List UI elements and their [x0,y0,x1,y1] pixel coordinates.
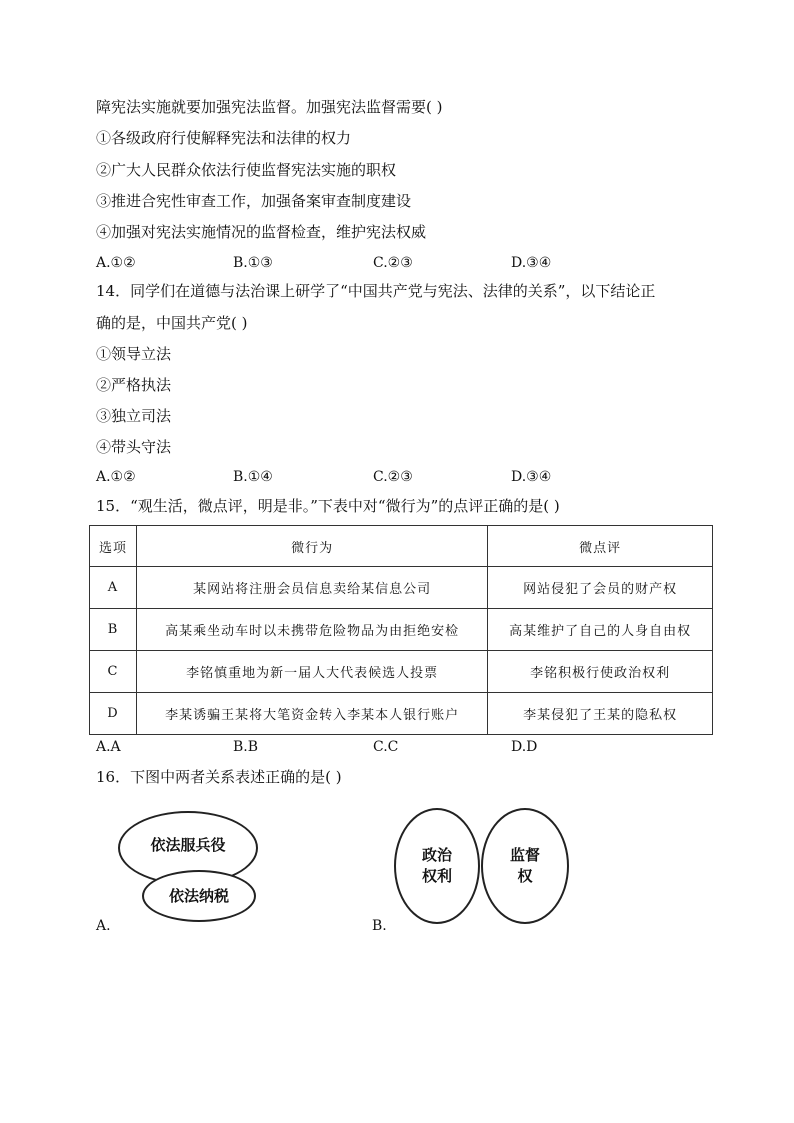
table-row [90,609,713,651]
table-cell: 某网站将注册会员信息卖给某信息公司 [136,567,487,609]
q14-statement-4: ④带头守法 [96,438,172,456]
q13-option-d[interactable]: D.③④ [511,255,552,271]
table-header-cell: 选项 [90,526,137,567]
q13-option-c[interactable]: C.②③ [373,255,413,271]
figure-b-left-ellipse [394,808,480,924]
table-cell: 李某侵犯了王某的隐私权 [488,693,713,735]
figure-b-right-label-2: 权 [517,867,533,885]
q15-stem: 15．“观生活，微点评，明是非。”下表中对“微行为”的点评正确的是( ) [96,497,560,515]
figure-a-inner-ellipse [142,870,256,922]
table-cell: 高某维护了自己的人身自由权 [488,609,713,651]
figure-b-left-label-2: 权利 [421,867,452,885]
table-row [90,693,713,735]
q13-statement-4: ④加强对宪法实施情况的监督检查，维护宪法权威 [96,223,427,241]
q14-stem-line-1: 14．同学们在道德与法治课上研学了“中国共产党与宪法、法律的关系”，以下结论正 [96,282,656,300]
figure-b-right-label-1: 监督 [509,846,540,864]
q13-statement-3: ③推进合宪性审查工作，加强备案审查制度建设 [96,192,412,210]
q14-statement-1: ①领导立法 [96,345,172,363]
table-cell: A [90,567,137,609]
table-cell: 李某诱骗王某将大笔资金转入李某本人银行账户 [136,693,487,735]
q15-option-a[interactable]: A.A [96,739,121,755]
q14-option-a[interactable]: A.①② [96,469,136,485]
q14-option-d[interactable]: D.③④ [511,469,552,485]
figure-a-option[interactable]: A. [96,918,111,934]
q15-option-c[interactable]: C.C [373,739,399,755]
q13-stem: 障宪法实施就要加强宪法监督。加强宪法监督需要( ) [96,98,443,116]
table-cell: B [90,609,137,651]
table-cell: 网站侵犯了会员的财产权 [488,567,713,609]
figure-a-inner-label: 依法纳税 [168,886,229,905]
table-row [90,567,713,609]
q15-table [89,525,713,735]
q15-option-b[interactable]: B.B [233,739,259,755]
table-header-cell: 微点评 [488,526,713,567]
table-cell: C [90,651,137,693]
q16-stem: 16．下图中两者关系表述正确的是( ) [96,768,342,786]
table-cell: 高某乘坐动车时以未携带危险物品为由拒绝安检 [136,609,487,651]
q13-statement-2: ②广大人民群众依法行使监督宪法实施的职权 [96,161,397,179]
q13-statement-1: ①各级政府行使解释宪法和法律的权力 [96,129,352,147]
table-row [90,651,713,693]
q13-option-a[interactable]: A.①② [96,255,136,271]
figure-b-left-label-1: 政治 [421,846,452,864]
table-cell: 李铭慎重地为新一届人大代表候选人投票 [136,651,487,693]
q13-option-b[interactable]: B.①③ [233,255,273,271]
table-header-cell: 微行为 [136,526,487,567]
table-cell: D [90,693,137,735]
q14-stem-line-2: 确的是，中国共产党( ) [96,314,248,332]
q14-statement-2: ②严格执法 [96,376,172,394]
table-cell: 李铭积极行使政治权利 [488,651,713,693]
table-header-row [90,526,713,567]
q14-option-c[interactable]: C.②③ [373,469,413,485]
q14-option-b[interactable]: B.①④ [233,469,273,485]
q15-option-d[interactable]: D.D [511,739,538,755]
figure-a-outer-label: 依法服兵役 [150,836,226,854]
figure-b-right-ellipse [481,808,569,924]
figure-b-option[interactable]: B. [372,918,387,934]
q14-statement-3: ③独立司法 [96,407,172,425]
